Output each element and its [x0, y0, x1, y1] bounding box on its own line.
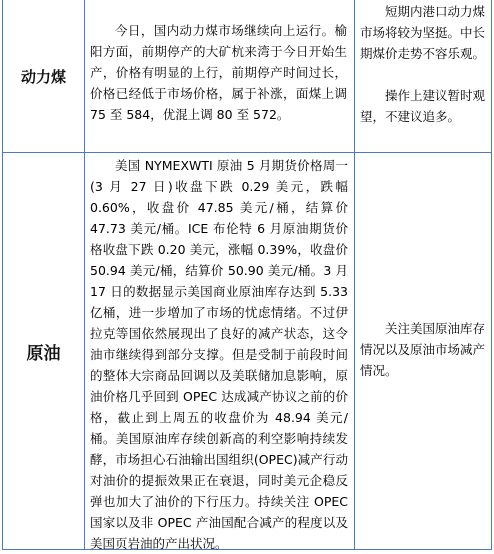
thermal-coal-suggestion-1: 短期内港口动力煤市场将较为坚挺。中长期煤价走势不容乐观。 [360, 4, 486, 61]
crude-oil-suggestion-text: 关注美国原油库存情况以及原油市场减产情况。 [360, 321, 486, 378]
row-label-thermal-coal: 动力煤 [20, 67, 66, 86]
thermal-coal-analysis-text: 今日，国内动力煤市场继续向上运行。榆阳方面，前期停产的大矿杭来湾于今日开始生产，价格有明显的上行，前期停产时间过长，价格已经低于市场价格，属于补涨，面煤上调 75 至 584，优混上调 80 至 572。 [90, 23, 347, 122]
thermal-coal-suggestion [360, 1, 487, 127]
thermal-coal-analysis [90, 20, 347, 125]
row-label-crude-oil: 原油 [26, 343, 61, 364]
column-divider-1 [84, 0, 85, 550]
crude-oil-analysis [90, 155, 348, 554]
table-border-right [491, 0, 492, 550]
column-divider-2 [354, 0, 355, 550]
crude-oil-analysis-text: 美国 NYMEXWTI 原油 5 月期货价格周一(3 月 27 日)收盘下跌 0.29 美元，跌幅 0.60%，收盘价 47.85 美元/桶，结算价 47.73 美元/桶。ICE 布伦特 6 月原油期货价格收盘下跌 0.20 美元，涨幅 0.39%，收盘价 50.94 美元/桶，结算价 50.90 美元/桶。3 月 17 日的数据显示美国商业原油库存达到 5.33 亿桶，进一步增加了市场的忧虑情绪。不过伊拉克等国依然展现出了良好的减产状态，这令油市继续得到部分支撑。但是受制于前段时间的整体大宗商品回调以及美联储加息影响，原油价格几乎回到 OPEC 达成减产协议之前的价格，截止到上周五的收盘价为 48.94 美元/桶。美国原油库存续创新高的利空影响持续发酵，市场担心石油输出国组织(OPEC)减产行动对油价的提振效果正在衰退，同时美元企稳反弹也加大了油价的下行压力。持续关注 OPEC 国家以及非 OPEC 产油国配合减产的程度以及美国页岩油的产出状况。 [90, 158, 348, 551]
crude-oil-suggestion [360, 318, 487, 381]
commodity-table [2, 0, 492, 550]
thermal-coal-suggestion-2: 操作上建议暂时观望，不建议追多。 [360, 88, 486, 124]
